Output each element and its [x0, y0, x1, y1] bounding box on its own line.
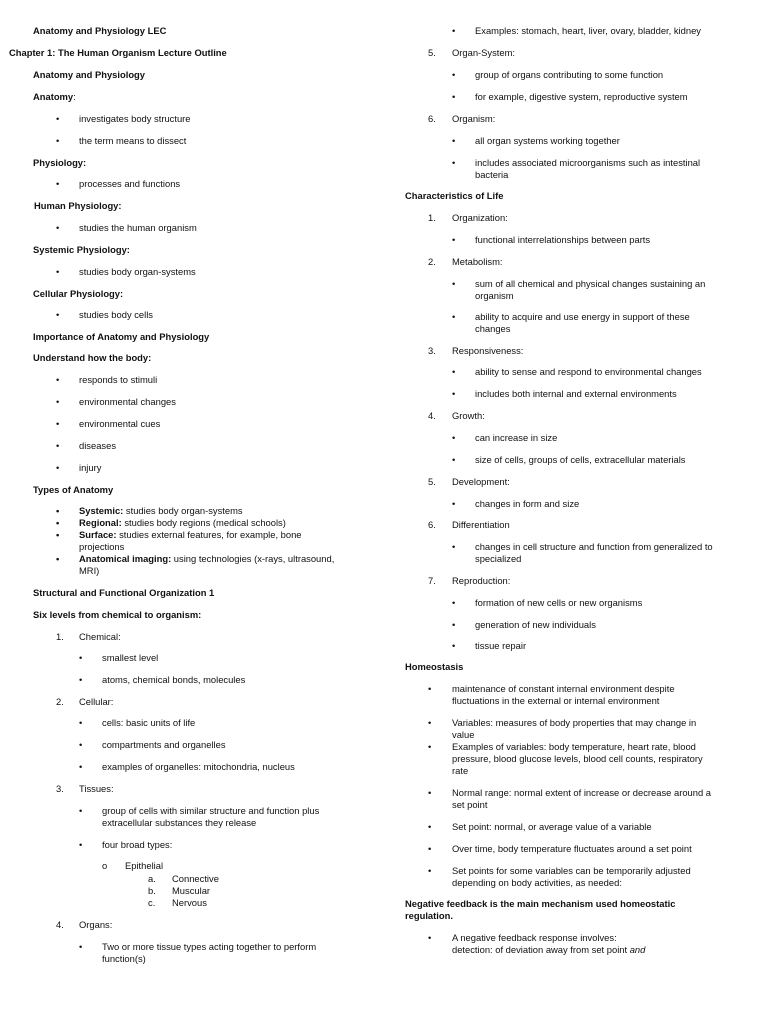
level-label: Cellular:: [79, 696, 114, 707]
bullet-marker: •: [452, 366, 456, 377]
systemic-physiology-item: studies body organ-systems: [79, 266, 196, 277]
bullet-marker: •: [452, 541, 456, 552]
anatomy-type-continuation: MRI): [79, 565, 100, 576]
anatomy-type-continuation: projections: [79, 541, 125, 552]
homeostasis-item: Variables: measures of body properties that may change in: [452, 717, 697, 728]
negative-feedback-heading-continuation: regulation.: [405, 910, 453, 921]
bullet-marker: •: [56, 222, 60, 233]
bullet-marker: •: [452, 311, 456, 322]
bullet-marker: •: [452, 498, 456, 509]
bullet-marker: •: [79, 717, 83, 728]
level-item: group of organs contributing to some function: [475, 69, 664, 80]
bullet-marker: •: [452, 640, 456, 651]
document-title: Anatomy and Physiology LEC: [33, 25, 167, 36]
level-number: 5.: [428, 47, 436, 58]
bullet-marker: •: [56, 440, 60, 451]
level-item-continuation: extracellular substances they release: [102, 817, 257, 828]
level-number: 2.: [56, 696, 64, 707]
characteristic-number: 7.: [428, 575, 436, 586]
bullet-marker: •: [452, 135, 456, 146]
characteristic-number: 2.: [428, 256, 436, 267]
bullet-marker: •: [56, 309, 60, 320]
understand-label: Understand how the body:: [33, 352, 152, 363]
importance-heading: Importance of Anatomy and Physiology: [33, 331, 210, 342]
level-number: 4.: [56, 919, 64, 930]
chapter-title: Chapter 1: The Human Organism Lecture Outline: [9, 47, 227, 58]
characteristic-label: Organization:: [452, 212, 508, 223]
tissue-type-marker: a.: [148, 873, 156, 884]
bullet-marker: •: [428, 717, 432, 728]
bullet-marker: •: [428, 932, 432, 943]
homeostasis-item: Over time, body temperature fluctuates around a set point: [452, 843, 692, 854]
characteristic-item: changes in cell structure and function from generalized to: [475, 541, 713, 552]
bullet-marker: •: [452, 454, 456, 465]
understand-item: environmental changes: [79, 396, 176, 407]
level-label: Organ-System:: [452, 47, 516, 58]
negative-feedback-item: A negative feedback response involves:: [452, 932, 617, 943]
tissue-type-marker: b.: [148, 885, 156, 896]
bullet-marker: •: [428, 865, 432, 876]
anatomy-type-term: Systemic:: [79, 505, 124, 516]
characteristic-number: 5.: [428, 476, 436, 487]
physiology-label: Physiology:: [33, 157, 87, 168]
bullet-marker: •: [79, 805, 83, 816]
homeostasis-item-continuation: depending on body activities, as needed:: [452, 877, 622, 888]
homeostasis-item-continuation: rate: [452, 765, 469, 776]
bullet-marker: •: [452, 25, 456, 36]
homeostasis-item: Set point: normal, or average value of a variable: [452, 821, 652, 832]
bullet-marker: •: [428, 843, 432, 854]
bullet-marker: •: [452, 278, 456, 289]
bullet-marker: •: [56, 462, 60, 473]
anatomy-type-term: Regional:: [79, 517, 122, 528]
bullet-marker: •: [56, 553, 60, 564]
level-item: all organ systems working together: [475, 135, 620, 146]
anatomy-type-desc: studies external features, for example, bone: [116, 529, 302, 540]
anatomy-type-desc: using technologies (x-rays, ultrasound,: [171, 553, 335, 564]
characteristic-number: 1.: [428, 212, 436, 223]
bullet-marker: •: [452, 597, 456, 608]
human-physiology-label: Human Physiology:: [34, 200, 122, 211]
level-item: examples of organelles: mitochondria, nucleus: [102, 761, 295, 772]
characteristic-item: size of cells, groups of cells, extracellular materials: [475, 454, 686, 465]
anatomy-item: investigates body structure: [79, 113, 191, 124]
cellular-physiology-label: Cellular Physiology:: [33, 288, 124, 299]
bullet-marker: •: [56, 135, 60, 146]
anatomy-type-term: Surface:: [79, 529, 117, 540]
anatomy-type-desc: studies body regions (medical schools): [121, 517, 286, 528]
bullet-marker: •: [56, 113, 60, 124]
level-label: Organs:: [79, 919, 113, 930]
homeostasis-item: Set points for some variables can be temporarily adjusted: [452, 865, 691, 876]
sub-bullet-marker: o: [102, 860, 108, 871]
characteristic-label: Reproduction:: [452, 575, 511, 586]
bullet-marker: •: [79, 652, 83, 663]
human-physiology-item: studies the human organism: [79, 222, 197, 233]
bullet-marker: •: [79, 941, 83, 952]
anatomy-type-item: [79, 553, 334, 565]
characteristic-item-continuation: organism: [475, 290, 514, 301]
level-label: Tissues:: [79, 783, 114, 794]
level-item: four broad types:: [102, 839, 173, 850]
anatomy-label: Anatomy: [33, 91, 74, 102]
level-item: cells: basic units of life: [102, 717, 196, 728]
bullet-marker: •: [56, 418, 60, 429]
bullet-marker: •: [79, 761, 83, 772]
homeostasis-item: maintenance of constant internal environment despite: [452, 683, 675, 694]
understand-item: responds to stimuli: [79, 374, 158, 385]
systemic-physiology-label: Systemic Physiology:: [33, 244, 130, 255]
negative-feedback-text: detection: of deviation away from set point: [452, 944, 630, 955]
characteristic-item: formation of new cells or new organisms: [475, 597, 643, 608]
level-item: atoms, chemical bonds, molecules: [102, 674, 246, 685]
bullet-marker: •: [56, 266, 60, 277]
bullet-marker: •: [56, 396, 60, 407]
anatomy-type-item: [79, 517, 286, 529]
structural-heading: Structural and Functional Organization 1: [33, 587, 215, 598]
characteristic-item: sum of all chemical and physical changes sustaining an: [475, 278, 706, 289]
bullet-marker: •: [79, 739, 83, 750]
characteristic-item: tissue repair: [475, 640, 527, 651]
level-label: Organism:: [452, 113, 496, 124]
bullet-marker: •: [56, 505, 60, 516]
bullet-marker: •: [56, 517, 60, 528]
understand-item: environmental cues: [79, 418, 161, 429]
bullet-marker: •: [452, 157, 456, 168]
homeostasis-item-continuation: set point: [452, 799, 488, 810]
level-label: Chemical:: [79, 631, 121, 642]
homeostasis-item: Normal range: normal extent of increase or decrease around a: [452, 787, 711, 798]
level-item: group of cells with similar structure and function plus: [102, 805, 320, 816]
characteristic-item: functional interrelationships between parts: [475, 234, 651, 245]
bullet-marker: •: [79, 674, 83, 685]
characteristic-item: ability to acquire and use energy in support of these: [475, 311, 690, 322]
bullet-marker: •: [79, 839, 83, 850]
level-item: Two or more tissue types acting together to perform: [102, 941, 317, 952]
level-item-continuation: function(s): [102, 953, 146, 964]
level-item: smallest level: [102, 652, 159, 663]
level-item: includes associated microorganisms such as intestinal: [475, 157, 701, 168]
anatomy-type-desc: studies body organ-systems: [123, 505, 243, 516]
bullet-marker: •: [452, 91, 456, 102]
tissue-type-epithelial: Epithelial: [125, 860, 164, 871]
level-number: 3.: [56, 783, 64, 794]
tissue-type: Muscular: [172, 885, 211, 896]
characteristic-item: generation of new individuals: [475, 619, 596, 630]
negative-feedback-italic: and: [629, 944, 646, 955]
anatomy-physiology-heading: Anatomy and Physiology: [33, 69, 145, 80]
level-number: 6.: [428, 113, 436, 124]
bullet-marker: •: [428, 683, 432, 694]
homeostasis-item-continuation: value: [452, 729, 475, 740]
negative-feedback-heading: Negative feedback is the main mechanism used homeostatic: [405, 898, 676, 909]
tissue-type: Nervous: [172, 897, 207, 908]
physiology-item: processes and functions: [79, 178, 181, 189]
homeostasis-item: Examples of variables: body temperature, heart rate, blood: [452, 741, 696, 752]
understand-item: injury: [79, 462, 102, 473]
homeostasis-item-continuation: fluctuations in the external or internal environment: [452, 695, 660, 706]
anatomy-type-item: [79, 529, 302, 541]
anatomy-item: the term means to dissect: [79, 135, 187, 146]
characteristic-number: 3.: [428, 345, 436, 356]
characteristic-label: Metabolism:: [452, 256, 503, 267]
homeostasis-item-continuation: pressure, blood glucose levels, blood cell counts, respiratory: [452, 753, 703, 764]
bullet-marker: •: [56, 529, 60, 540]
characteristic-item: changes in form and size: [475, 498, 580, 509]
characteristic-number: 6.: [428, 519, 436, 530]
bullet-marker: •: [452, 432, 456, 443]
characteristic-number: 4.: [428, 410, 436, 421]
organ-examples: Examples: stomach, heart, liver, ovary, bladder, kidney: [475, 25, 701, 36]
homeostasis-heading: Homeostasis: [405, 661, 464, 672]
characteristic-label: Responsiveness:: [452, 345, 524, 356]
bullet-marker: •: [452, 388, 456, 399]
characteristic-label: Growth:: [452, 410, 485, 421]
characteristic-item: ability to sense and respond to environmental changes: [475, 366, 702, 377]
characteristic-item-continuation: changes: [475, 323, 511, 334]
bullet-marker: •: [56, 374, 60, 385]
anatomy-label-line: Anatomy:: [33, 91, 76, 102]
negative-feedback-item-continuation: [452, 944, 645, 956]
characteristic-item: includes both internal and external environments: [475, 388, 677, 399]
bullet-marker: •: [428, 821, 432, 832]
characteristic-item: can increase in size: [475, 432, 558, 443]
anatomy-type-term: Anatomical imaging:: [79, 553, 172, 564]
level-number: 1.: [56, 631, 64, 642]
bullet-marker: •: [428, 787, 432, 798]
bullet-marker: •: [452, 69, 456, 80]
bullet-marker: •: [428, 741, 432, 752]
bullet-marker: •: [452, 234, 456, 245]
level-item-continuation: bacteria: [475, 169, 509, 180]
tissue-type: Connective: [172, 873, 219, 884]
characteristic-item-continuation: specialized: [475, 553, 522, 564]
characteristic-label: Development:: [452, 476, 510, 487]
tissue-type-marker: c.: [148, 897, 156, 908]
characteristics-heading: Characteristics of Life: [405, 190, 504, 201]
bullet-marker: •: [56, 178, 60, 189]
understand-item: diseases: [79, 440, 117, 451]
types-of-anatomy-heading: Types of Anatomy: [33, 484, 114, 495]
cellular-physiology-item: studies body cells: [79, 309, 153, 320]
bullet-marker: •: [452, 619, 456, 630]
level-item: compartments and organelles: [102, 739, 226, 750]
characteristic-label: Differentiation: [452, 519, 510, 530]
anatomy-type-item: [79, 505, 243, 517]
six-levels-heading: Six levels from chemical to organism:: [33, 609, 202, 620]
level-item: for example, digestive system, reproductive system: [475, 91, 688, 102]
